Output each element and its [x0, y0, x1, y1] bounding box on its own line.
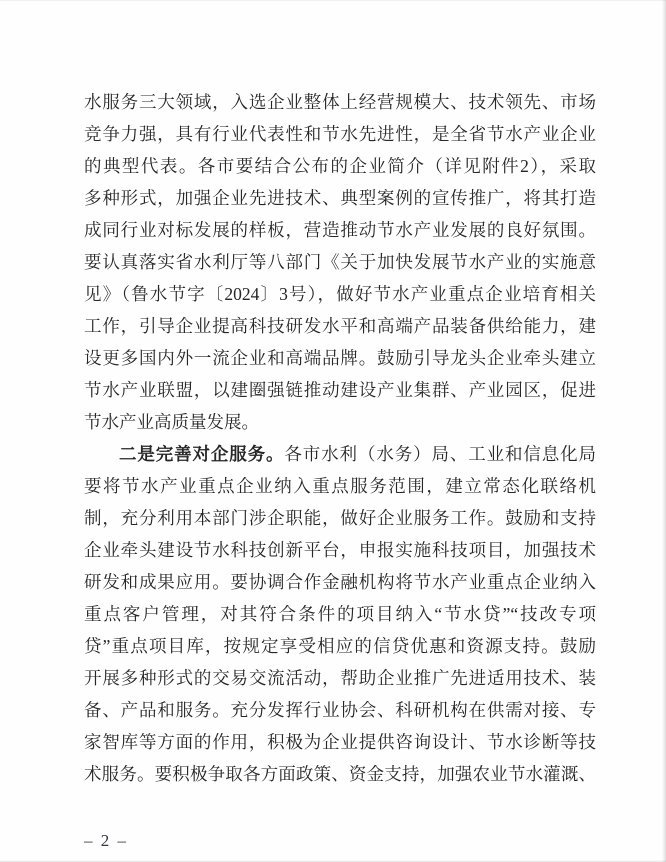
text-run: 要将节水产业重点企业纳入重点服务范围，建立常态化联络机 — [84, 476, 596, 496]
text-line — [84, 726, 596, 758]
text-line — [84, 694, 596, 726]
page-number: – 2 – — [84, 831, 128, 850]
text-line — [84, 470, 596, 502]
inline-heading: 二是完善对企服务。 — [119, 444, 285, 464]
text-run: 工作，引导企业提高科技研发水平和高端产品装备供给能力，建 — [84, 316, 596, 336]
text-line — [84, 278, 596, 310]
text-run: 家智库等方面的作用，积极为企业提供咨询设计、节水诊断等技 — [84, 732, 596, 752]
text-line — [84, 598, 596, 630]
document-body — [84, 86, 596, 790]
text-line — [84, 86, 596, 118]
scan-edge-right — [662, 0, 666, 862]
text-run: 多种形式，加强企业先进技术、典型案例的宣传推广，将其打造 — [84, 188, 596, 208]
text-line — [84, 438, 596, 470]
text-line — [84, 630, 596, 662]
text-line — [84, 182, 596, 214]
text-run: 研发和成果应用。要协调合作金融机构将节水产业重点企业纳入 — [84, 572, 596, 592]
text-run: 企业牵头建设节水科技创新平台，申报实施科技项目，加强技术 — [84, 540, 596, 560]
text-run: 竞争力强，具有行业代表性和节水先进性，是全省节水产业企业 — [84, 124, 596, 144]
text-line — [84, 118, 596, 150]
text-run: 成同行业对标发展的样板，营造推动节水产业发展的良好氛围。 — [84, 220, 596, 240]
text-run: 制，充分利用本部门涉企职能，做好企业服务工作。鼓励和支持 — [84, 508, 596, 528]
scan-edge-top — [0, 0, 666, 1]
text-line — [84, 214, 596, 246]
text-line — [84, 342, 596, 374]
text-line — [84, 566, 596, 598]
text-line — [84, 246, 596, 278]
text-line — [84, 758, 596, 790]
text-run: 要认真落实省水利厅等八部门《关于加快发展节水产业的实施意 — [84, 252, 596, 272]
text-run: 贷”重点项目库，按规定享受相应的信贷优惠和资源支持。鼓励 — [84, 636, 596, 656]
text-run: 重点客户管理，对其符合条件的项目纳入“节水贷”“技改专项 — [84, 604, 596, 624]
text-line — [84, 406, 596, 438]
text-line — [84, 534, 596, 566]
text-line — [84, 150, 596, 182]
text-run: 设更多国内外一流企业和高端品牌。鼓励引导龙头企业牵头建立 — [84, 348, 596, 368]
text-line — [84, 502, 596, 534]
text-run: 节水产业高质量发展。 — [84, 412, 259, 432]
text-run: 术服务。要积极争取各方面政策、资金支持，加强农业节水灌溉、 — [84, 764, 596, 784]
text-run: 水服务三大领域，入选企业整体上经营规模大、技术领先、市场 — [84, 92, 596, 112]
text-line — [84, 310, 596, 342]
text-line — [84, 662, 596, 694]
text-run: 各市水利（水务）局、工业和信息化局 — [284, 444, 596, 464]
text-run: 的典型代表。各市要结合公布的企业简介（详见附件2），采取 — [84, 156, 596, 176]
text-run: 开展多种形式的交易交流活动，帮助企业推广先进适用技术、装 — [84, 668, 596, 688]
text-run: 节水产业联盟，以建圈强链推动建设产业集群、产业园区，促进 — [84, 380, 596, 400]
text-run: 见》（鲁水节字〔2024〕3号），做好节水产业重点企业培育相关 — [84, 284, 596, 304]
text-run: 备、产品和服务。充分发挥行业协会、科研机构在供需对接、专 — [84, 700, 596, 720]
text-line — [84, 374, 596, 406]
